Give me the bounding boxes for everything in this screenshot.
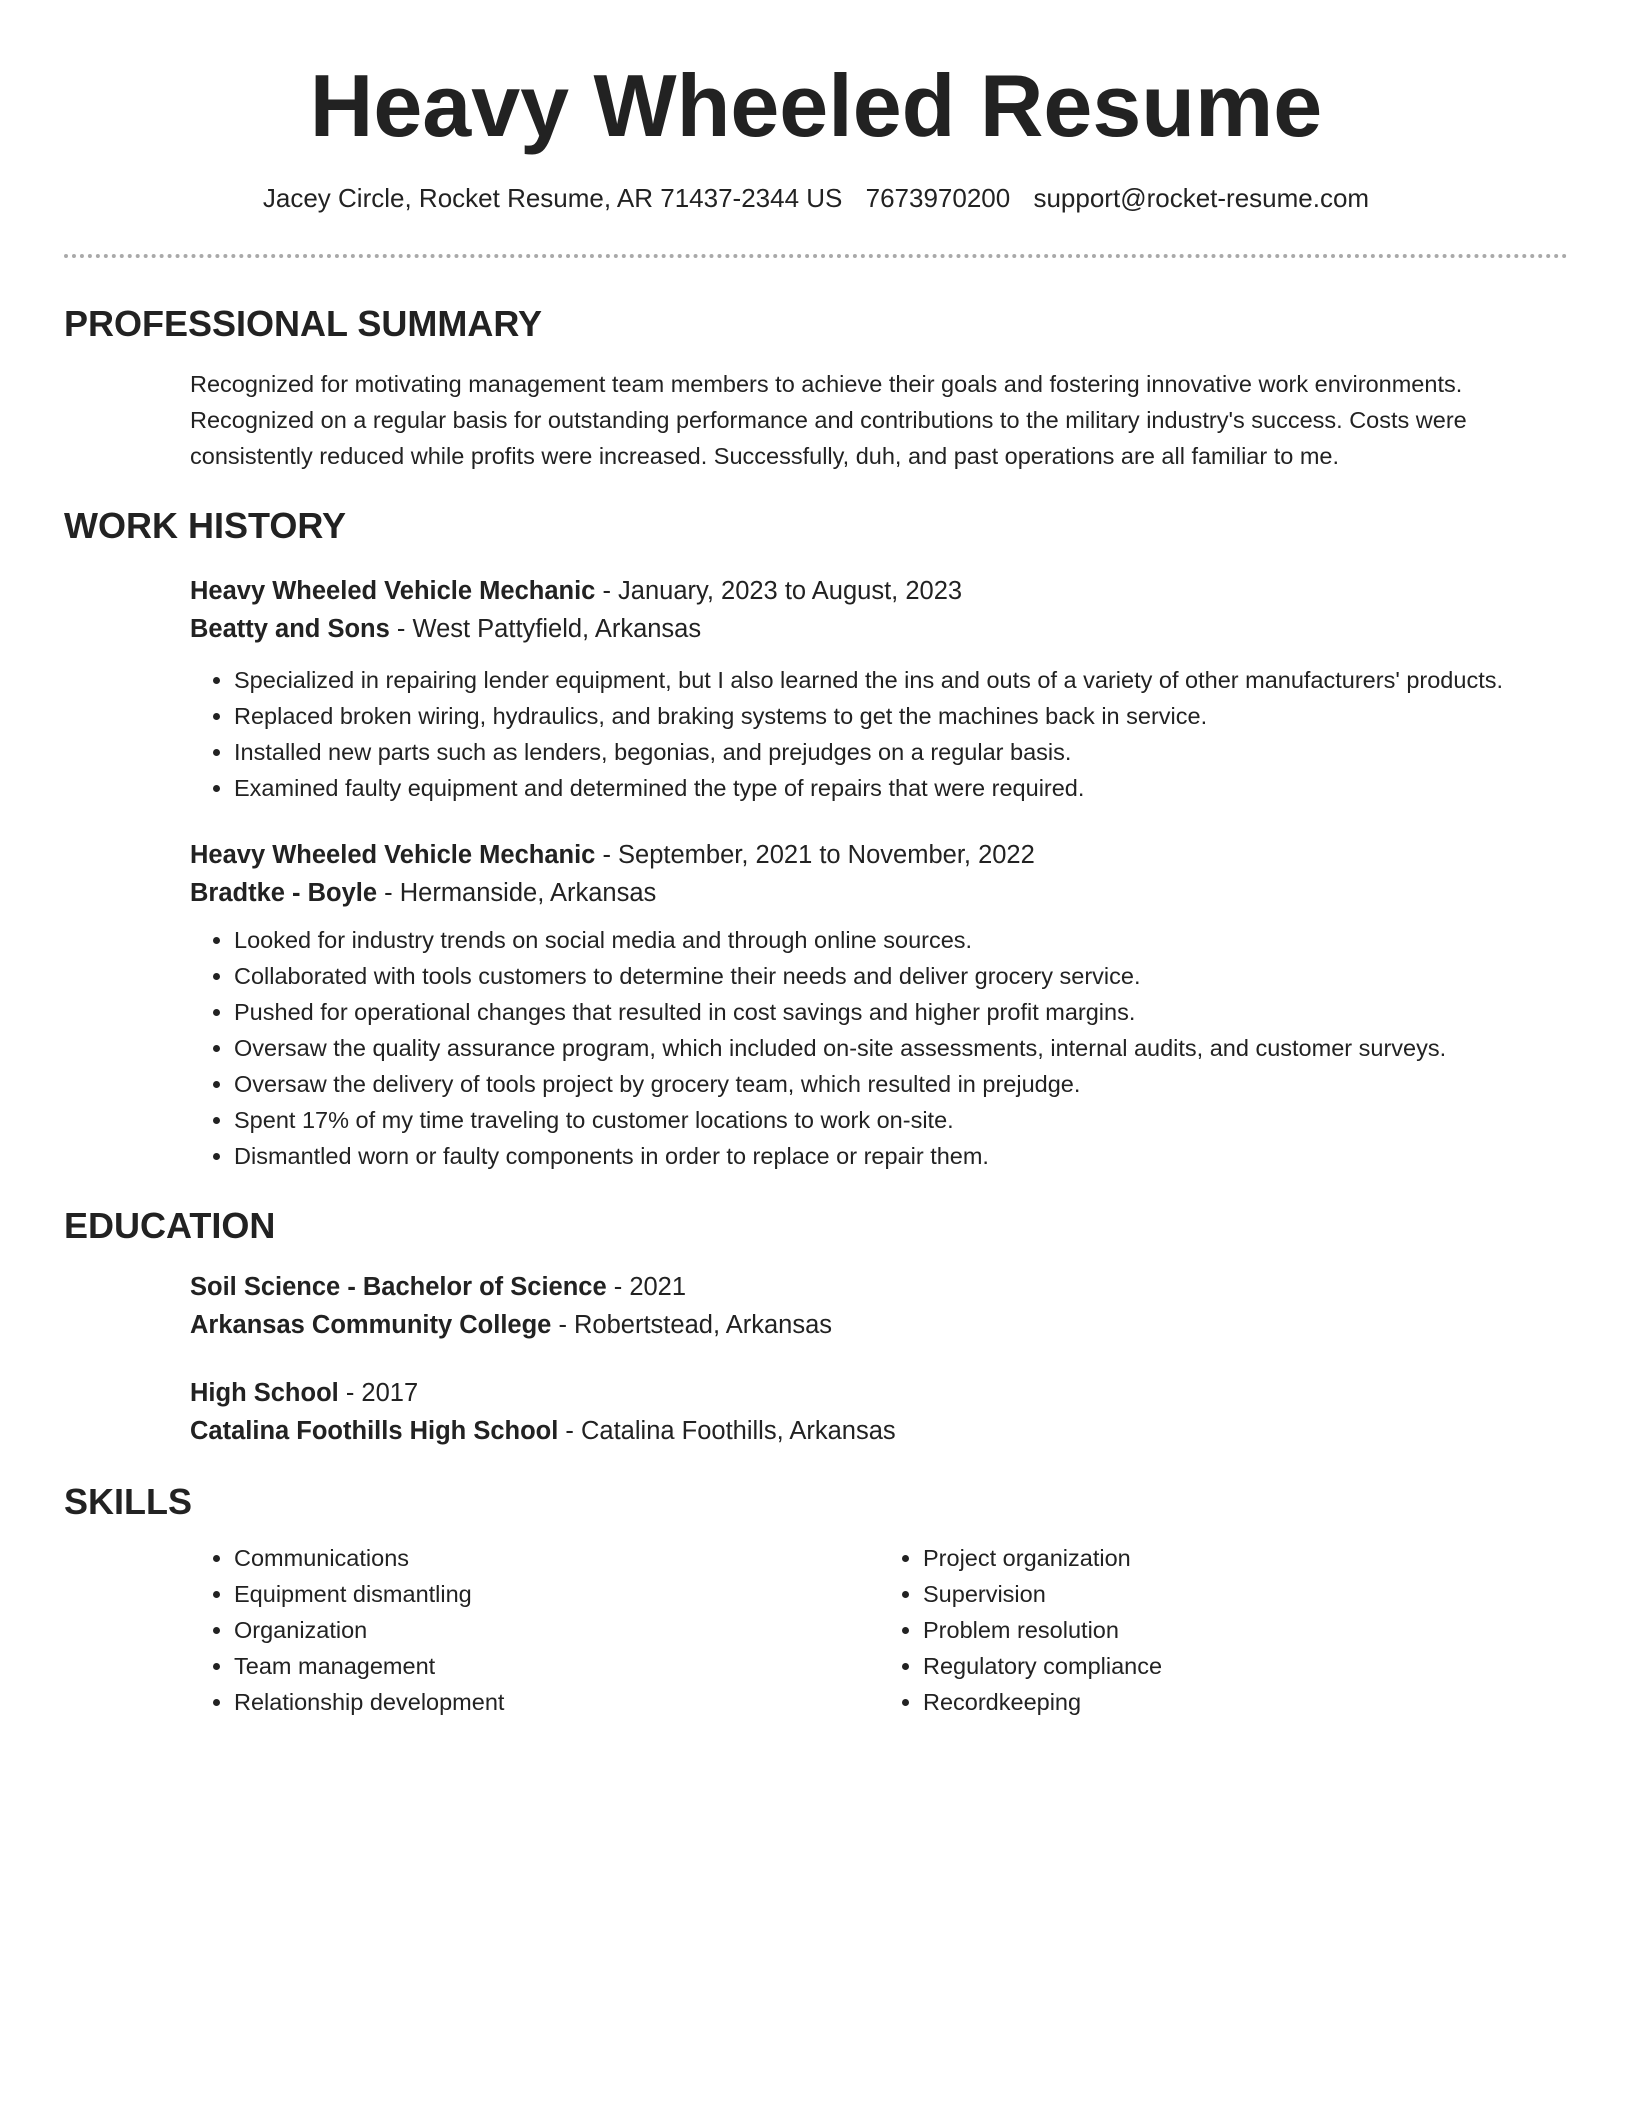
job-company: Bradtke - Boyle bbox=[190, 879, 378, 907]
list-item: • Replaced broken wiring, hydraulics, and braking systems to get the machines back in service. bbox=[234, 698, 1568, 734]
skills-columns bbox=[190, 1540, 1568, 1720]
skill-item: • Project organization bbox=[923, 1540, 1568, 1576]
skill-item: • Relationship development bbox=[234, 1684, 879, 1720]
list-item: • Pushed for operational changes that resulted in cost savings and higher profit margins. bbox=[234, 994, 1568, 1030]
list-item: • Oversaw the delivery of tools project by grocery team, which resulted in prejudge. bbox=[234, 1066, 1568, 1102]
degree-line bbox=[190, 1268, 1568, 1306]
education-entry bbox=[190, 1374, 1568, 1450]
summary-text: Recognized for motivating management team members to achieve their goals and fostering innovative work environments. Recognized on a regular basis for outstanding performance and contributions to the military industry's success. Costs were consistently reduced while profits were increased. Successfully, duh, and past operations are all familiar to me. bbox=[190, 371, 1467, 469]
header-divider bbox=[64, 254, 1568, 258]
job-entry bbox=[190, 836, 1568, 1174]
degree-year: - 2021 bbox=[606, 1273, 687, 1301]
summary-section bbox=[64, 302, 1568, 474]
job-location: - West Pattyfield, Arkansas bbox=[389, 615, 702, 643]
skill-item: • Communications bbox=[234, 1540, 879, 1576]
list-item: • Installed new parts such as lenders, begonias, and prejudges on a regular basis. bbox=[234, 734, 1568, 770]
degree: High School bbox=[190, 1379, 339, 1407]
job-title-line bbox=[190, 572, 1568, 610]
job-dates: - January, 2023 to August, 2023 bbox=[595, 577, 963, 605]
skills-right-column bbox=[879, 1540, 1568, 1720]
job-company-line bbox=[190, 874, 1568, 912]
education-entry bbox=[190, 1268, 1568, 1344]
school-line bbox=[190, 1306, 1568, 1344]
skills-left-column bbox=[190, 1540, 879, 1720]
contact-address: Jacey Circle, Rocket Resume, AR 71437-2344 US bbox=[262, 183, 843, 213]
list-item: • Specialized in repairing lender equipment, but I also learned the ins and outs of a variety of other manufacturers' products. bbox=[234, 662, 1568, 698]
degree-year: - 2017 bbox=[338, 1379, 419, 1407]
skill-item: • Organization bbox=[234, 1612, 879, 1648]
work-section bbox=[64, 504, 1568, 1174]
summary-body bbox=[190, 366, 1568, 474]
job-company: Beatty and Sons bbox=[190, 615, 390, 643]
list-item: • Collaborated with tools customers to determine their needs and deliver grocery service. bbox=[234, 958, 1568, 994]
resume-header bbox=[64, 0, 1568, 216]
school-name: Arkansas Community College bbox=[190, 1311, 552, 1339]
job-location: - Hermanside, Arkansas bbox=[377, 879, 657, 907]
skill-item: • Team management bbox=[234, 1648, 879, 1684]
school-line bbox=[190, 1412, 1568, 1450]
skills-title: SKILLS bbox=[64, 1481, 193, 1522]
job-bullets bbox=[190, 662, 1568, 806]
job-dates: - September, 2021 to November, 2022 bbox=[595, 841, 1035, 869]
list-item: • Spent 17% of my time traveling to customer locations to work on-site. bbox=[234, 1102, 1568, 1138]
job-position: Heavy Wheeled Vehicle Mechanic bbox=[190, 577, 596, 605]
list-item: • Oversaw the quality assurance program, which included on-site assessments, internal audits, and customer surveys. bbox=[234, 1030, 1568, 1066]
school-location: - Catalina Foothills, Arkansas bbox=[558, 1417, 896, 1445]
contact-line bbox=[64, 180, 1568, 216]
education-section bbox=[64, 1204, 1568, 1450]
job-company-line bbox=[190, 610, 1568, 648]
job-bullets bbox=[190, 922, 1568, 1174]
summary-title: PROFESSIONAL SUMMARY bbox=[64, 303, 543, 344]
contact-phone: 7673970200 bbox=[865, 183, 1011, 213]
school-name: Catalina Foothills High School bbox=[190, 1417, 559, 1445]
skill-item: • Problem resolution bbox=[923, 1612, 1568, 1648]
work-title: WORK HISTORY bbox=[64, 505, 347, 546]
contact-email: support@rocket-resume.com bbox=[1033, 183, 1370, 213]
skill-item: • Recordkeeping bbox=[923, 1684, 1568, 1720]
list-item: • Looked for industry trends on social media and through online sources. bbox=[234, 922, 1568, 958]
job-entry bbox=[190, 572, 1568, 806]
degree-line bbox=[190, 1374, 1568, 1412]
job-position: Heavy Wheeled Vehicle Mechanic bbox=[190, 841, 596, 869]
skill-item: • Supervision bbox=[923, 1576, 1568, 1612]
list-item: • Dismantled worn or faulty components in order to replace or repair them. bbox=[234, 1138, 1568, 1174]
resume-name: Heavy Wheeled Resume bbox=[309, 56, 1323, 155]
list-item: • Examined faulty equipment and determined the type of repairs that were required. bbox=[234, 770, 1568, 806]
job-title-line bbox=[190, 836, 1568, 874]
skill-item: • Equipment dismantling bbox=[234, 1576, 879, 1612]
school-location: - Robertstead, Arkansas bbox=[551, 1311, 832, 1339]
skill-item: • Regulatory compliance bbox=[923, 1648, 1568, 1684]
education-title: EDUCATION bbox=[64, 1205, 276, 1246]
degree: Soil Science - Bachelor of Science bbox=[190, 1273, 607, 1301]
skills-section bbox=[64, 1480, 1568, 1720]
